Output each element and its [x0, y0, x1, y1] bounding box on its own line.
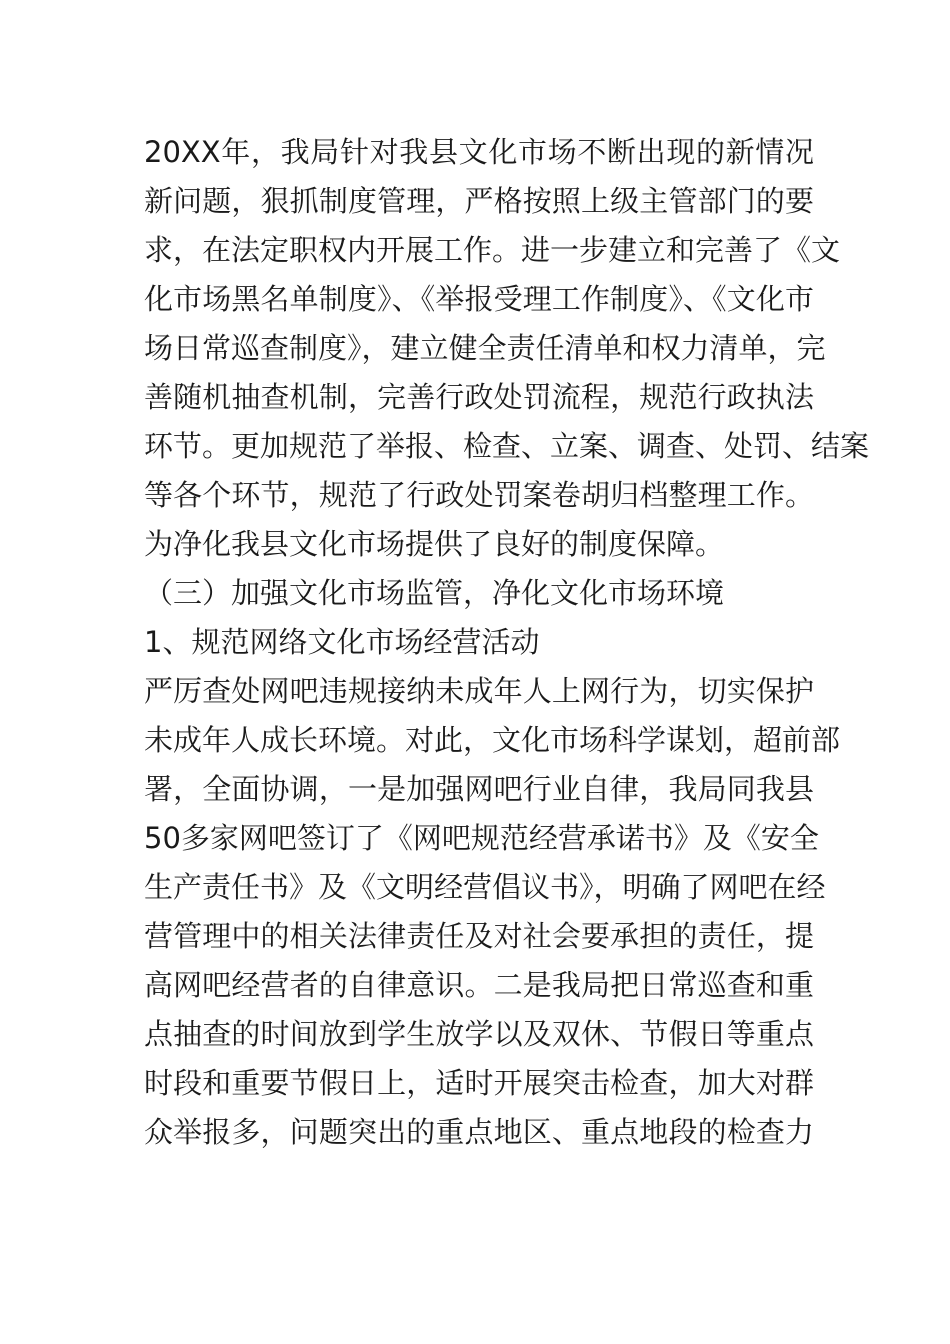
- text-line: （三）加强文化市场监管，净化文化市场环境: [144, 576, 725, 610]
- text-line: 环节。更加规范了举报、检查、立案、调查、处罚、结案: [144, 429, 870, 463]
- text-line: 求，在法定职权内开展工作。进一步建立和完善了《文: [144, 233, 841, 267]
- text-line: 生产责任书》及《文明经营倡议书》，明确了网吧在经: [144, 870, 826, 904]
- text-line: 时段和重要节假日上，适时开展突击检查，加大对群: [144, 1066, 814, 1100]
- text-line: 场日常巡查制度》，建立健全责任清单和权力清单，完: [144, 331, 826, 365]
- text-line: 20XX年，我局针对我县文化市场不断出现的新情况: [144, 135, 814, 169]
- text-line: 1、规范网络文化市场经营活动: [144, 625, 540, 659]
- text-line: 新问题，狠抓制度管理，严格按照上级主管部门的要: [144, 184, 814, 218]
- text-line: 未成年人成长环境。对此，文化市场科学谋划，超前部: [144, 723, 841, 757]
- text-line: 善随机抽查机制，完善行政处罚流程，规范行政执法: [144, 380, 814, 414]
- text-line: 点抽查的时间放到学生放学以及双休、节假日等重点: [144, 1017, 814, 1051]
- text-line: 50多家网吧签订了《网吧规范经营承诺书》及《安全: [144, 821, 819, 855]
- text-line: 营管理中的相关法律责任及对社会要承担的责任，提: [144, 919, 814, 953]
- text-line: 为净化我县文化市场提供了良好的制度保障。: [144, 527, 725, 561]
- text-line: 高网吧经营者的自律意识。二是我局把日常巡查和重: [144, 968, 814, 1002]
- body-text: [144, 128, 870, 1157]
- text-line: 署，全面协调，一是加强网吧行业自律，我局同我县: [144, 772, 814, 806]
- text-line: 严厉查处网吧违规接纳未成年人上网行为，切实保护: [144, 674, 814, 708]
- text-line: 等各个环节，规范了行政处罚案卷胡归档整理工作。: [144, 478, 814, 512]
- text-line: 化市场黑名单制度》、《举报受理工作制度》、《文化市: [144, 282, 814, 316]
- text-line: 众举报多，问题突出的重点地区、重点地段的检查力: [144, 1115, 814, 1149]
